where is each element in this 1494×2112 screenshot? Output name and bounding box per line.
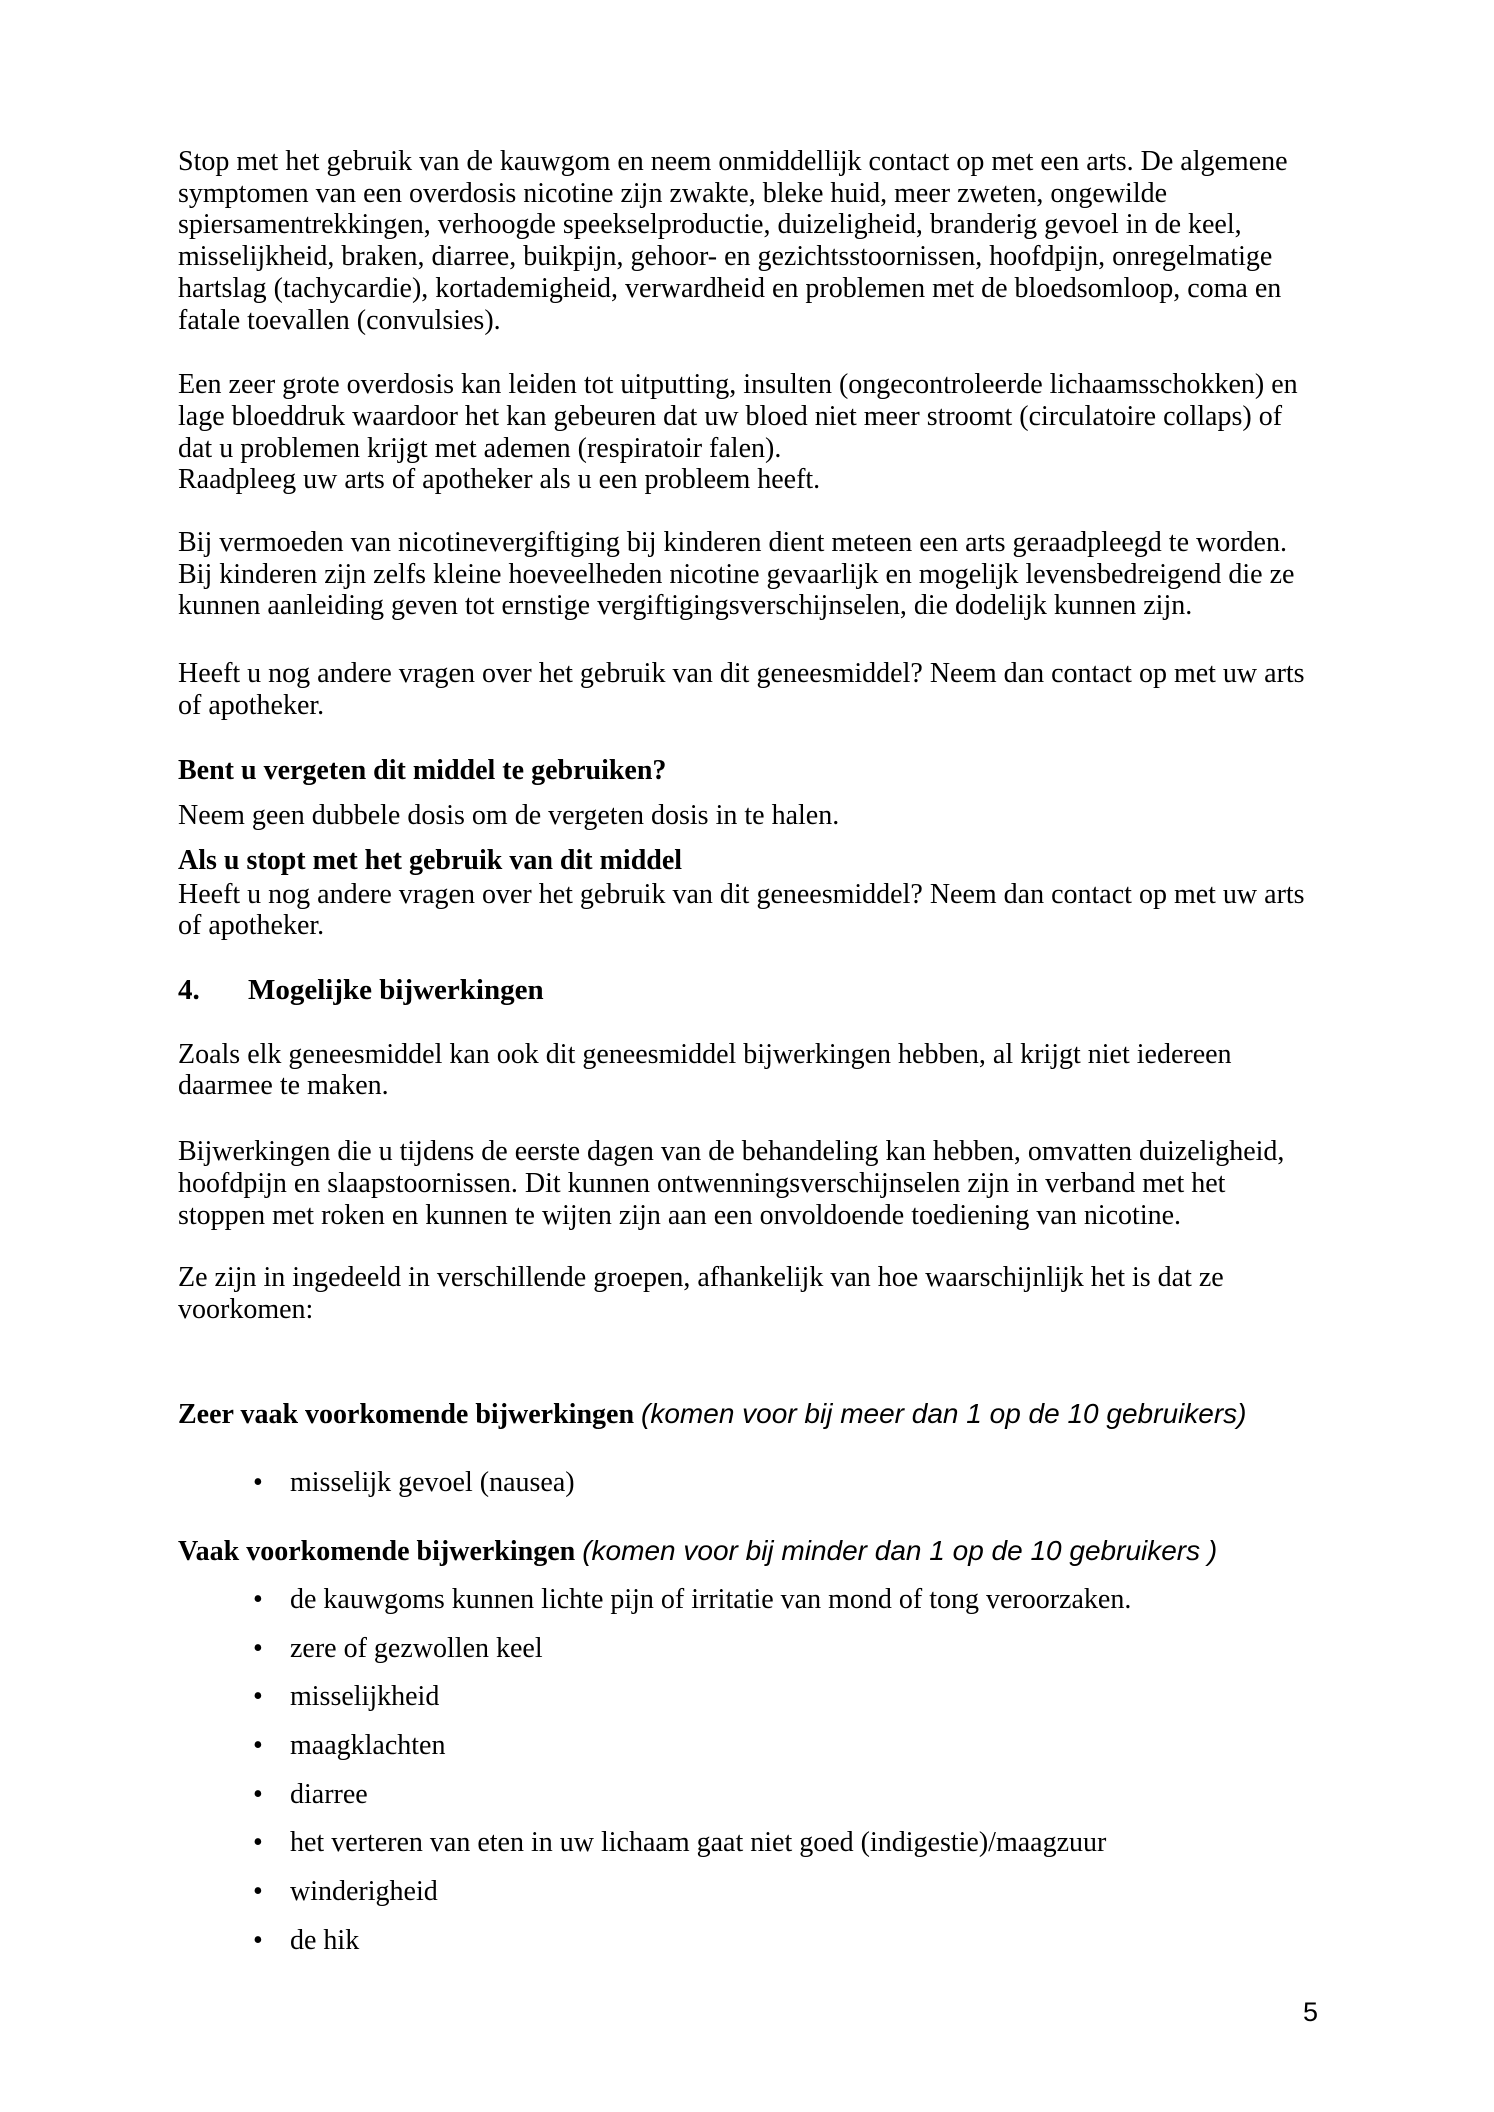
section-number: 4. (178, 974, 200, 1007)
line-consult-doctor: Raadpleeg uw arts of apotheker als u een probleem heeft. (178, 464, 821, 496)
bullet-item: • de hik (178, 1925, 1309, 1957)
heading-if-you-stop: Als u stopt met het gebruik van dit middel (178, 844, 683, 876)
paragraph-more-questions-1: Heeft u nog andere vragen over het gebruik van dit geneesmiddel? Neem dan contact op met uw arts of apotheker. (178, 658, 1305, 721)
paragraph-overdose-symptoms: Stop met het gebruik van de kauwgom en neem onmiddellijk contact op met een arts. De algemene symptomen van een overdosis nicotine zijn zwakte, bleke huid, meer zweten, ongewilde spiersamentrekkingen, verhoogde speekselproductie, duizeligheid, branderig gevoel in de keel, misselijkheid, braken, diarree, buikpijn, gehoor- en gezichtsstoornissen, hoofdpijn, onregelmatige hartslag (tachycardie), kortademigheid, verwardheid en problemen met de bloedsomloop, coma en fatale toevallen (convulsies). (178, 146, 1288, 336)
heading-common-bold: Vaak voorkomende bijwerkingen (178, 1536, 576, 1568)
bullet-item: • het verteren van eten in uw lichaam gaat niet goed (indigestie)/maagzuur (178, 1827, 1309, 1859)
common-list (178, 1584, 1309, 1957)
paragraph-children-poisoning: Bij vermoeden van nicotinevergiftiging bij kinderen dient meteen een arts geraadpleegd te worden. Bij kinderen zijn zelfs kleine hoeveelheden nicotine gevaarlijk en mogelijk levensbedreigend die ze kunnen aanleiding geven tot ernstige vergiftigingsverschijnselen, die dodelijk kunnen zijn. (178, 527, 1295, 622)
paragraph-severe-overdose: Een zeer grote overdosis kan leiden tot uitputting, insulten (ongecontroleerde lichaamsschokken) en lage bloeddruk waardoor het kan gebeuren dat uw bloed niet meer stroomt (circulatoire collaps) of dat u problemen krijgt met ademen (respiratoir falen). (178, 369, 1298, 464)
bullet-item: • misselijkheid (178, 1681, 1309, 1713)
section-title: Mogelijke bijwerkingen (248, 974, 544, 1007)
bullet-item: • de kauwgoms kunnen lichte pijn of irritatie van mond of tong veroorzaken. (178, 1584, 1309, 1616)
paragraph-more-questions-2: Heeft u nog andere vragen over het gebruik van dit geneesmiddel? Neem dan contact op met uw arts of apotheker. (178, 878, 1305, 942)
bullet-item: • misselijk gevoel (nausea) (178, 1467, 1309, 1499)
paragraph-side-effects-intro: Zoals elk geneesmiddel kan ook dit geneesmiddel bijwerkingen hebben, al krijgt niet iedereen daarmee te maken. (178, 1038, 1232, 1102)
very-common-list (178, 1467, 1309, 1499)
bullet-item: • maagklachten (178, 1730, 1309, 1762)
bullet-item: • diarree (178, 1779, 1309, 1811)
bullet-item: • zere of gezwollen keel (178, 1633, 1309, 1665)
heading-very-common-bold: Zeer vaak voorkomende bijwerkingen (178, 1398, 635, 1430)
page-number: 5 (1302, 1997, 1318, 2027)
bullet-item: • winderigheid (178, 1876, 1309, 1908)
heading-common-qualifier: (komen voor bij minder dan 1 op de 10 gebruikers ) (582, 1535, 1218, 1567)
paragraph-no-double-dose: Neem geen dubbele dosis om de vergeten dosis in te halen. (178, 800, 840, 832)
heading-common-side-effects (178, 1535, 1309, 1568)
heading-forgot-to-use: Bent u vergeten dit middel te gebruiken? (178, 754, 667, 786)
section-heading-side-effects (178, 975, 1309, 1007)
heading-very-common-side-effects (178, 1398, 1309, 1431)
heading-very-common-qualifier: (komen voor bij meer dan 1 op de 10 gebruikers) (641, 1397, 1247, 1429)
paragraph-groups: Ze zijn in ingedeeld in verschillende groepen, afhankelijk van hoe waarschijnlijk het is dat ze voorkomen: (178, 1262, 1224, 1325)
paragraph-first-days: Bijwerkingen die u tijdens de eerste dagen van de behandeling kan hebben, omvatten duizeligheid, hoofdpijn en slaapstoornissen. Dit kunnen ontwenningsverschijnselen zijn in verband met het stoppen met roken en kunnen te wijten zijn aan een onvoldoende toediening van nicotine. (178, 1136, 1285, 1231)
